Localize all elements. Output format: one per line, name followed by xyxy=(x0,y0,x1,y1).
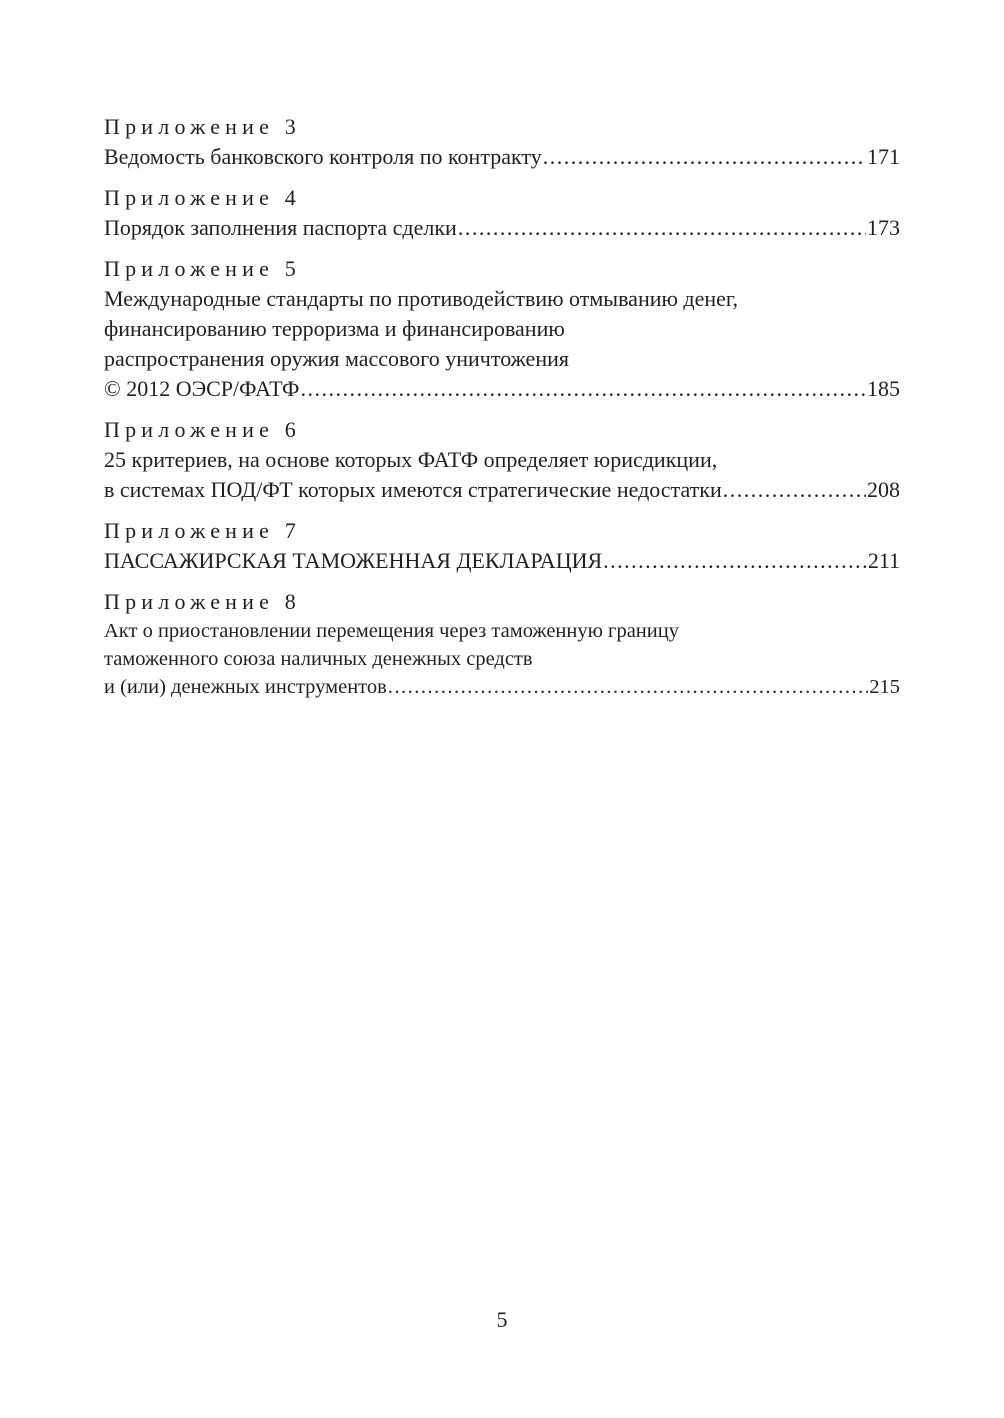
dot-leader xyxy=(458,213,866,243)
entry-title: © 2012 ОЭСР/ФАТФ xyxy=(104,376,300,401)
dot-leader xyxy=(543,142,866,172)
entry-title: Ведомость банковского контроля по контракту xyxy=(104,144,542,169)
page-number: 171 xyxy=(867,144,900,169)
dot-leader xyxy=(603,546,867,576)
dot-leader xyxy=(388,673,868,701)
appendix-heading: Приложение 5 xyxy=(104,256,301,281)
appendix-heading: Приложение 6 xyxy=(104,417,301,442)
toc-entry-line[interactable] xyxy=(104,673,900,701)
dot-leader xyxy=(300,374,866,404)
entry-title: и (или) денежных инструментов xyxy=(104,676,387,698)
entry-title: ПАССАЖИРСКАЯ ТАМОЖЕННАЯ ДЕКЛАРАЦИЯ xyxy=(104,548,603,573)
entry-title-line: таможенного союза наличных денежных средств xyxy=(104,648,533,670)
appendix-heading: Приложение 8 xyxy=(104,589,301,614)
toc-entry-appendix-5 xyxy=(104,254,900,404)
page-number: 211 xyxy=(867,548,900,573)
table-of-contents xyxy=(104,112,900,712)
toc-entry-line[interactable] xyxy=(104,546,900,576)
entry-title-line: финансированию терроризма и финансированию xyxy=(104,316,565,341)
entry-title-line: Международные стандарты по противодействию отмыванию денег, xyxy=(104,286,738,311)
page-number: 173 xyxy=(867,215,900,240)
toc-entry-appendix-3 xyxy=(104,112,900,172)
entry-title: в системах ПОД/ФТ которых имеются стратегические недостатки xyxy=(104,477,722,502)
toc-entry-appendix-6 xyxy=(104,415,900,505)
toc-entry-line[interactable] xyxy=(104,213,900,243)
toc-entry-appendix-8 xyxy=(104,587,900,701)
footer-page-number: 5 xyxy=(496,1307,508,1332)
toc-entry-appendix-4 xyxy=(104,183,900,243)
toc-entry-line[interactable] xyxy=(104,142,900,172)
entry-title-line: Акт о приостановлении перемещения через таможенную границу xyxy=(104,620,679,642)
toc-entry-line[interactable] xyxy=(104,374,900,404)
toc-entry-appendix-7 xyxy=(104,516,900,576)
page-number: 215 xyxy=(869,676,900,698)
page-number: 208 xyxy=(867,477,900,502)
appendix-heading: Приложение 7 xyxy=(104,518,301,543)
appendix-heading: Приложение 3 xyxy=(104,114,301,139)
appendix-heading: Приложение 4 xyxy=(104,185,301,210)
entry-title-line: 25 критериев, на основе которых ФАТФ определяет юрисдикции, xyxy=(104,447,718,472)
toc-entry-line[interactable] xyxy=(104,475,900,505)
dot-leader xyxy=(723,475,866,505)
entry-title-line: распространения оружия массового уничтожения xyxy=(104,346,569,371)
entry-title: Порядок заполнения паспорта сделки xyxy=(104,215,457,240)
page-number: 185 xyxy=(867,376,900,401)
